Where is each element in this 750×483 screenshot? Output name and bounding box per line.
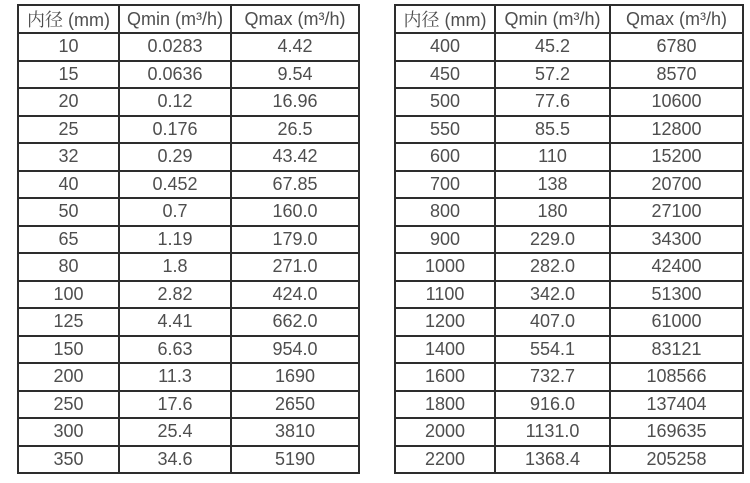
table-row bbox=[395, 308, 743, 336]
table-row bbox=[18, 61, 359, 89]
cell: 229.0 bbox=[495, 226, 610, 254]
cell: 11.3 bbox=[119, 363, 231, 391]
cell: 916.0 bbox=[495, 391, 610, 419]
table-row bbox=[395, 253, 743, 281]
cell: 20 bbox=[18, 88, 119, 116]
cell: 900 bbox=[395, 226, 495, 254]
cell: 27100 bbox=[610, 198, 743, 226]
cell: 77.6 bbox=[495, 88, 610, 116]
cell: 400 bbox=[395, 33, 495, 61]
cell: 700 bbox=[395, 171, 495, 199]
table-row bbox=[18, 336, 359, 364]
cell: 43.42 bbox=[231, 143, 359, 171]
cell: 0.29 bbox=[119, 143, 231, 171]
table-row bbox=[18, 171, 359, 199]
cell: 80 bbox=[18, 253, 119, 281]
cell: 1690 bbox=[231, 363, 359, 391]
table-row bbox=[395, 61, 743, 89]
cell: 150 bbox=[18, 336, 119, 364]
cell: 61000 bbox=[610, 308, 743, 336]
cell: 407.0 bbox=[495, 308, 610, 336]
cell: 180 bbox=[495, 198, 610, 226]
cell: 125 bbox=[18, 308, 119, 336]
cell: 16.96 bbox=[231, 88, 359, 116]
table-row bbox=[395, 198, 743, 226]
cell: 8570 bbox=[610, 61, 743, 89]
cell: 205258 bbox=[610, 446, 743, 474]
column-header-qmax: Qmax (m³/h) bbox=[231, 5, 359, 33]
cell: 25.4 bbox=[119, 418, 231, 446]
cell: 0.0636 bbox=[119, 61, 231, 89]
cell: 1.19 bbox=[119, 226, 231, 254]
table-row bbox=[395, 281, 743, 309]
table-row bbox=[18, 33, 359, 61]
cell: 600 bbox=[395, 143, 495, 171]
cell: 2200 bbox=[395, 446, 495, 474]
cell: 20700 bbox=[610, 171, 743, 199]
cell: 550 bbox=[395, 116, 495, 144]
cell: 350 bbox=[18, 446, 119, 474]
cell: 282.0 bbox=[495, 253, 610, 281]
cell: 12800 bbox=[610, 116, 743, 144]
table-row bbox=[18, 253, 359, 281]
cell: 271.0 bbox=[231, 253, 359, 281]
cell: 138 bbox=[495, 171, 610, 199]
cell: 1.8 bbox=[119, 253, 231, 281]
cell: 342.0 bbox=[495, 281, 610, 309]
table-row bbox=[18, 446, 359, 474]
cell: 108566 bbox=[610, 363, 743, 391]
cell: 250 bbox=[18, 391, 119, 419]
cell: 6.63 bbox=[119, 336, 231, 364]
table-row bbox=[395, 391, 743, 419]
cell: 42400 bbox=[610, 253, 743, 281]
table-row bbox=[18, 226, 359, 254]
cell: 100 bbox=[18, 281, 119, 309]
cell: 26.5 bbox=[231, 116, 359, 144]
table-row bbox=[18, 391, 359, 419]
cell: 2000 bbox=[395, 418, 495, 446]
cell: 15 bbox=[18, 61, 119, 89]
cell: 0.176 bbox=[119, 116, 231, 144]
cell: 450 bbox=[395, 61, 495, 89]
cell: 800 bbox=[395, 198, 495, 226]
table-row bbox=[18, 418, 359, 446]
column-header-qmax: Qmax (m³/h) bbox=[610, 5, 743, 33]
flow-table-large-diameter bbox=[394, 4, 744, 474]
cell: 0.7 bbox=[119, 198, 231, 226]
cell: 1400 bbox=[395, 336, 495, 364]
cell: 40 bbox=[18, 171, 119, 199]
table-row bbox=[18, 363, 359, 391]
cell: 51300 bbox=[610, 281, 743, 309]
cell: 1200 bbox=[395, 308, 495, 336]
cell: 137404 bbox=[610, 391, 743, 419]
flow-table-small-diameter bbox=[17, 4, 360, 474]
table-row bbox=[395, 33, 743, 61]
cell: 1100 bbox=[395, 281, 495, 309]
column-header-qmin: Qmin (m³/h) bbox=[495, 5, 610, 33]
cell: 15200 bbox=[610, 143, 743, 171]
cell: 83121 bbox=[610, 336, 743, 364]
cell: 300 bbox=[18, 418, 119, 446]
table-row bbox=[395, 336, 743, 364]
cell: 17.6 bbox=[119, 391, 231, 419]
cell: 1368.4 bbox=[495, 446, 610, 474]
column-header-diameter: 内径 (mm) bbox=[395, 5, 495, 33]
cell: 4.42 bbox=[231, 33, 359, 61]
cell: 424.0 bbox=[231, 281, 359, 309]
table-row bbox=[395, 143, 743, 171]
cell: 2650 bbox=[231, 391, 359, 419]
cell: 954.0 bbox=[231, 336, 359, 364]
cell: 6780 bbox=[610, 33, 743, 61]
table-row bbox=[395, 418, 743, 446]
cell: 67.85 bbox=[231, 171, 359, 199]
cell: 5190 bbox=[231, 446, 359, 474]
table-row bbox=[395, 226, 743, 254]
cell: 160.0 bbox=[231, 198, 359, 226]
cell: 1600 bbox=[395, 363, 495, 391]
cell: 0.0283 bbox=[119, 33, 231, 61]
table-row bbox=[395, 446, 743, 474]
table-row bbox=[18, 88, 359, 116]
cell: 554.1 bbox=[495, 336, 610, 364]
cell: 10 bbox=[18, 33, 119, 61]
cell: 10600 bbox=[610, 88, 743, 116]
cell: 732.7 bbox=[495, 363, 610, 391]
cell: 25 bbox=[18, 116, 119, 144]
cell: 179.0 bbox=[231, 226, 359, 254]
cell: 34300 bbox=[610, 226, 743, 254]
cell: 3810 bbox=[231, 418, 359, 446]
cell: 1131.0 bbox=[495, 418, 610, 446]
cell: 500 bbox=[395, 88, 495, 116]
table-row bbox=[395, 88, 743, 116]
table-row bbox=[18, 143, 359, 171]
cell: 110 bbox=[495, 143, 610, 171]
table-row bbox=[18, 116, 359, 144]
cell: 85.5 bbox=[495, 116, 610, 144]
header-row bbox=[18, 5, 359, 33]
cell: 1800 bbox=[395, 391, 495, 419]
cell: 65 bbox=[18, 226, 119, 254]
cell: 200 bbox=[18, 363, 119, 391]
column-header-diameter: 内径 (mm) bbox=[18, 5, 119, 33]
cell: 169635 bbox=[610, 418, 743, 446]
table-row bbox=[395, 116, 743, 144]
table-row bbox=[18, 308, 359, 336]
cell: 45.2 bbox=[495, 33, 610, 61]
cell: 9.54 bbox=[231, 61, 359, 89]
cell: 0.452 bbox=[119, 171, 231, 199]
cell: 0.12 bbox=[119, 88, 231, 116]
table-row bbox=[395, 363, 743, 391]
cell: 57.2 bbox=[495, 61, 610, 89]
table-row bbox=[395, 171, 743, 199]
cell: 1000 bbox=[395, 253, 495, 281]
column-header-qmin: Qmin (m³/h) bbox=[119, 5, 231, 33]
header-row bbox=[395, 5, 743, 33]
table-row bbox=[18, 281, 359, 309]
cell: 32 bbox=[18, 143, 119, 171]
cell: 34.6 bbox=[119, 446, 231, 474]
cell: 662.0 bbox=[231, 308, 359, 336]
cell: 2.82 bbox=[119, 281, 231, 309]
cell: 50 bbox=[18, 198, 119, 226]
table-row bbox=[18, 198, 359, 226]
cell: 4.41 bbox=[119, 308, 231, 336]
